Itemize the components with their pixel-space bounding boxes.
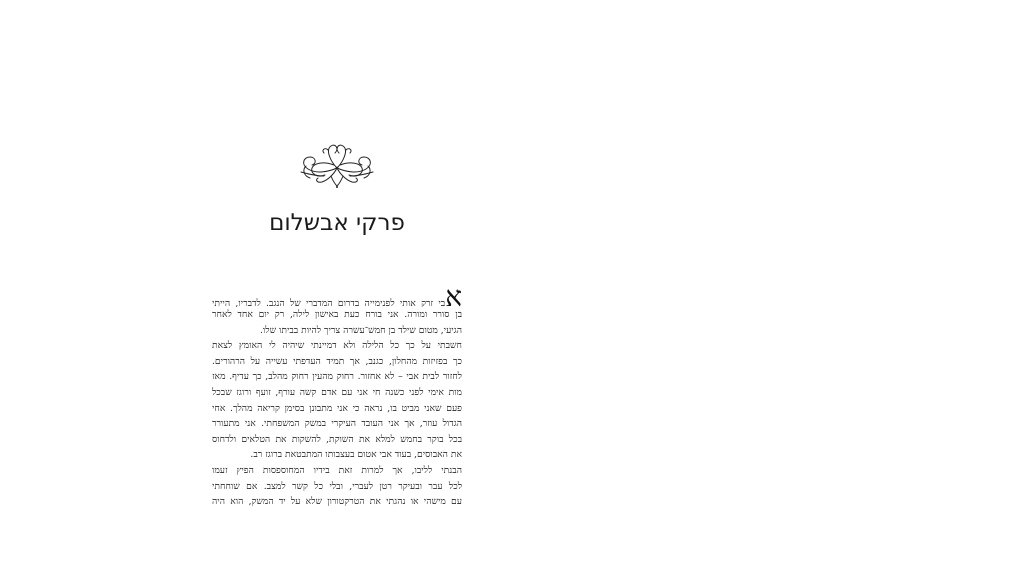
text-line	[212, 287, 462, 307]
chapter-title: פרקי אבשלום	[269, 210, 405, 236]
text-line: הגיעי, מטום שילד בן חמש־עשרה צריך להיות בביתו שלו.	[260, 324, 462, 336]
drop-cap: א	[445, 287, 462, 307]
text-line: פעם שאני מביט בו, נראה כי אני מתבונן בסימן קריאה מהלך. אחי	[212, 402, 462, 414]
text-line: את האבוסים, בעוד אבי אטום בעצבותו המתבטאת ברוגז רב.	[250, 449, 462, 461]
text-line: בן סורר ומורה. אני בורח כעת באישון לילה, רק יום אחד לאחר	[212, 309, 462, 320]
text-line: עם מישהי או נהגתי את הטרקטורון שלא על יד המשק, הוא היה	[212, 496, 462, 508]
text-line: חשבתי על כך כל הלילה ולא דמיינתי שיהיה לי האומץ לצאת	[212, 340, 462, 352]
text-line: לכל עבר ובעיקר רטן לעברי, ובלי כל קשר למצב. אם שוחחתי	[212, 480, 462, 492]
text-line: מות אימי לפני כשנה חי אני עם אדם קשה עורף, זועף ורוגז שבכל	[212, 386, 462, 398]
text-line: הגדול עוזר, אך אני העובד העיקרי במשק המשפחתי. אני מתעורר	[212, 418, 462, 430]
chapter-body	[212, 287, 462, 510]
decorative-flourish-icon	[298, 138, 376, 190]
text-line-content: בי זרק אותי לפנימייה בדרום המדברי של הנגב. לדבריו, הייתי	[212, 298, 446, 307]
text-line: לחזור לבית אבי – לא אחזור. רחוק מהעין רחוק מהלב, כך עדיף. מאז	[212, 371, 462, 383]
text-line: הבנתי לליבו, אך למרות זאת בידיו המחוספסות הפיץ זעמו	[212, 464, 462, 476]
text-line: כך בפזיזות מהחלון, כגנב, אך תמיד העדפתי עשייה על הרהורים.	[212, 355, 462, 367]
text-line: בכל בוקר בחמש למלא את השוקת, להשקות את הטלאים ולדחוס	[212, 433, 462, 445]
